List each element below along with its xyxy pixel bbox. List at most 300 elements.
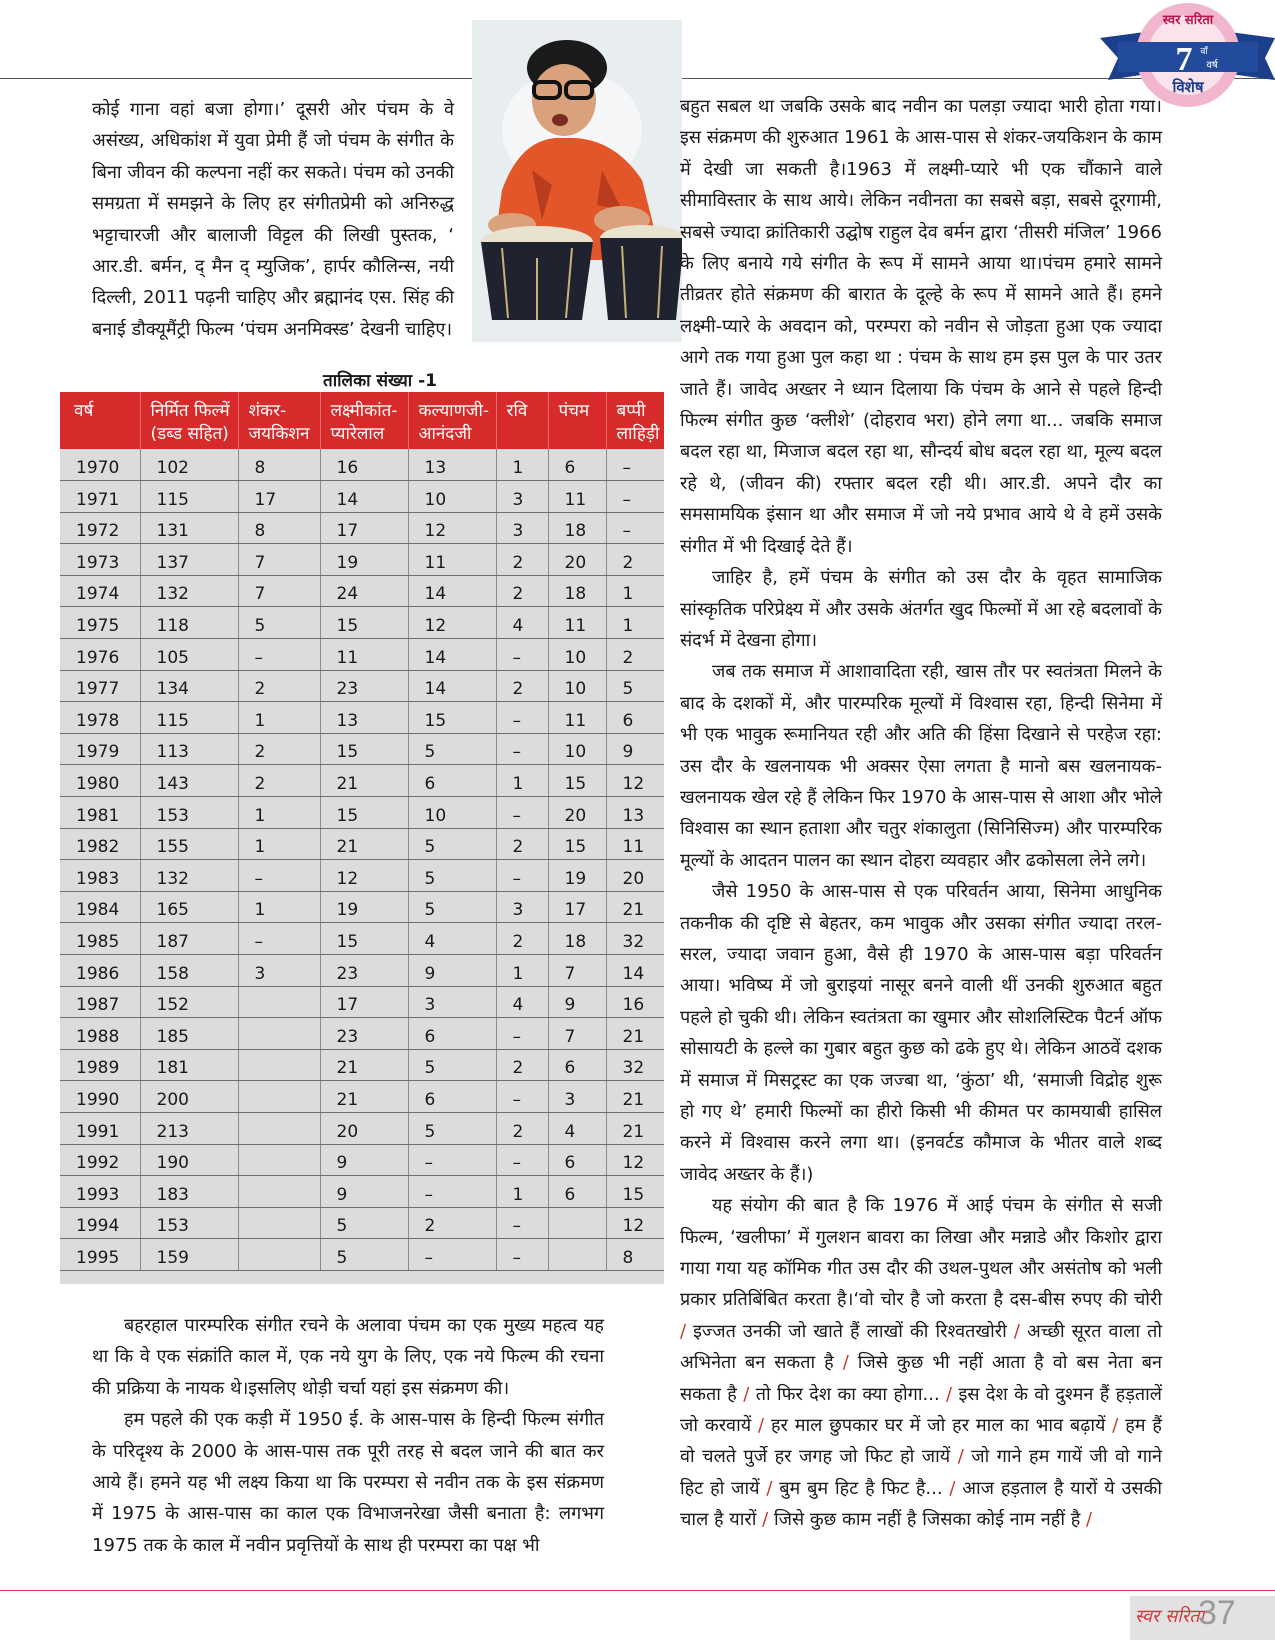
table-cell: – [238,923,320,955]
song-line: इज्जत उनकी जो खाते हैं लाखों की रिश्वतखोरी [693,1320,1007,1342]
table-row [60,512,664,544]
table-cell: 17 [238,481,320,513]
column-header [548,392,606,449]
table-cell: 14 [320,481,408,513]
table-cell: 11 [606,828,664,860]
table-cell: 9 [548,986,606,1018]
table-cell: 10 [408,797,496,829]
footer-rule [0,1590,1275,1591]
table-cell: – [496,1144,548,1176]
table-cell: 1995 [60,1239,140,1271]
table-cell: 10 [408,481,496,513]
table-cell: 2 [496,544,548,576]
table-cell: 13 [320,702,408,734]
table-cell: 18 [548,512,606,544]
table-cell [238,1176,320,1208]
table-cell: 24 [320,575,408,607]
table-cell: 7 [548,955,606,987]
column-header [140,392,238,449]
song-line-separator: / [756,1509,774,1531]
paragraph-change-1970: जैसे 1950 के आस-पास से एक परिवर्तन आया, सिनेमा आधुनिक तकनीक की दृष्टि से बेहतर, कम भावुक और उसका संगीत ज्यादा तरल-सरल, ज्यादा जवान हुआ, वैसे ही 1970 के आस-पास बड़ा परिवर्तन आया। भविष्य में जो बुराइयां नासूर बनने वाली थीं उनकी शुरुआत बहुत पहले हो चुकी थी। लेकिन स्वतंत्रता का खुमार और सोशलिस्टिक पैटर्न ऑफ सोसायटी के हल्ले का गुबार बहुत कुछ को ढके हुए थे। लेकिन आठवें दशक में समाज में मिसट्रस्ट का एक जज्बा था, ‘कुंठा’ थी, ‘समाजी विद्रोह शुरू हो गए थे’ हमारी फिल्मों का हीरो किसी भी कीमत पर कामयाबी हासिल करने में विश्वास करने लगा था। (इनवर्टड कौमाज के भीतर वाले शब्द जावेद अख्तर के हैं।) [680,881,1162,1185]
table-cell: 4 [548,1112,606,1144]
table-cell: 183 [140,1176,238,1208]
table-header-row [60,392,664,449]
song-line-separator: / [680,1320,694,1342]
table-cell: 19 [548,860,606,892]
table-cell: 1 [606,575,664,607]
table-cell: 1977 [60,670,140,702]
column-header-line: लक्ष्मीकांत- [330,401,398,421]
table-cell: 1970 [60,449,140,481]
table-cell: 102 [140,449,238,481]
table-cell: 6 [548,449,606,481]
table-cell: 20 [320,1112,408,1144]
table-row [60,449,664,481]
table-cell: 17 [320,512,408,544]
table-cell: 12 [408,607,496,639]
film-statistics-table [60,392,664,1271]
table-row [60,639,664,671]
column-header-line: पंचम [558,401,590,421]
paragraph-context: जाहिर है, हमें पंचम के संगीत को उस दौर के वृहत सामाजिक सांस्कृतिक परिप्रेक्ष्य में और उसके अंतर्गत खुद फिल्मों में आ रहे बदलावों के संदर्भ में देखना होगा। [680,567,1162,651]
table-cell: 12 [408,512,496,544]
badge-sup-text: वाँ [1200,47,1208,57]
table-cell: 1974 [60,575,140,607]
table-row [60,955,664,987]
table-cell: 3 [238,955,320,987]
paragraph-text: कोई गाना वहां बजा होगा।’ दूसरी ओर पंचम के वे असंख्य, अधिकांश में युवा प्रेमी हैं जो पंचम के संगीत के बिना जीवन की कल्पना नहीं कर सकते। पंचम को उनकी समग्रता में समझने के लिए हर संगीतप्रेमी को अनिरुद्ध भट्टाचारजी और बालाजी विट्टल की लिखी पुस्तक, ‘ आर.डी. बर्मन, द् मैन द् म्युजिक’, हार्पर कौलिन्स, नयी दिल्ली, 2011 पढ़नी चाहिए और ब्रह्मानंद एस. सिंह की बनाई डौक्यूमैंट्री फिल्म ‘पंचम अनमिक्स्ड’ देखनी चाहिए। [92,99,454,340]
table-cell: 10 [548,733,606,765]
table-cell: 1991 [60,1112,140,1144]
column-header-line: (डब्ड सहित) [150,424,229,444]
table-cell: 5 [408,891,496,923]
table-cell: 15 [548,828,606,860]
table-cell: 2 [496,923,548,955]
table-cell: 32 [606,1049,664,1081]
paragraph-continuation: बहुत सबल था जबकि उसके बाद नवीन का पलड़ा ज्यादा भारी होता गया। इस संक्रमण की शुरुआत 1961 के आस-पास से शंकर-जयकिशन के काम में देखी जा सकती है।1963 में लक्ष्मी-प्यारे भी एक चौंकाने वाले सीमाविस्तार के साथ आये। लेकिन नवीनता का सबसे बड़ा, सबसे दूरगामी, सबसे ज्यादा क्रांतिकारी उद्घोष राहुल देव बर्मन द्वारा ‘तीसरी मंजिल’ 1966 के लिए बनाये गये संगीत के रूप में सामने आया था।पंचम हमारे सामने तीव्रतर होते संक्रमण की बारात के दूल्हे के रूप में सामने आते हैं। हमने लक्ष्मी-प्यारे के अवदान को, परम्परा को नवीन से जोड़ता हुआ एक ज्यादा आगे तक गया हुआ पुल कहा था : पंचम के साथ हम इस पुल के पार उतर जाते हैं। जावेद अख्तर ने ध्यान दिलाया कि पंचम के आने से पहले हिन्दी फिल्म संगीत कुछ ‘क्लीशे’ (दोहराव भरा) होने लगा था... जबकि समाज बदल रहा था, मिजाज बदल रहा था, सौन्दर्य बोध बदल रहा था, मूल्य बदल रहे थे, (जीवन की) रफ्तार बदल रही थी। आर.डी. अपने दौर का समसामयिक इंसान था और समाज में जो नये प्रभाव आये थे वे हमें उसके संगीत में भी दिखाई देते हैं। [680,96,1162,557]
badge-num-text: 7 [1175,41,1193,78]
table-cell: 1988 [60,1018,140,1050]
table-cell: 1984 [60,891,140,923]
table-cell: 131 [140,512,238,544]
table-cell [238,1144,320,1176]
table-cell: – [496,702,548,734]
table-cell: 115 [140,481,238,513]
table-cell: 16 [606,986,664,1018]
column-header [408,392,496,449]
table-cell: 23 [320,670,408,702]
table-cell [238,1018,320,1050]
badge-unit-text: वर्ष [1206,60,1218,71]
table-cell: 6 [548,1049,606,1081]
table-cell: – [496,733,548,765]
right-column-text [680,91,1162,1536]
table-cell: – [408,1239,496,1271]
table-cell: 5 [408,1112,496,1144]
table-cell: 1994 [60,1207,140,1239]
table-row [60,797,664,829]
column-header [238,392,320,449]
table-cell: 1975 [60,607,140,639]
table-row [60,544,664,576]
table-cell: 1 [496,765,548,797]
column-header-line: शंकर- [248,401,287,421]
table-cell: 159 [140,1239,238,1271]
table-cell: 153 [140,1207,238,1239]
song-line-separator: / [1080,1509,1093,1531]
column-header-line: वर्ष [74,401,94,421]
table-cell: 3 [496,891,548,923]
column-header-line: कल्याणजी- [418,401,490,421]
table-row [60,828,664,860]
table-cell: 8 [238,512,320,544]
paragraph-khalifa-song [680,1190,1162,1535]
table-cell: 32 [606,923,664,955]
table-cell: 8 [606,1239,664,1271]
table-cell: 5 [238,607,320,639]
table-cell: 4 [496,607,548,639]
table-cell: 1 [496,955,548,987]
table-cell: 3 [496,512,548,544]
table-cell: 1978 [60,702,140,734]
table-cell [548,1207,606,1239]
table-cell: – [496,1081,548,1113]
table-cell: 14 [408,639,496,671]
left-bottom-text [92,1310,604,1561]
table-cell: 1976 [60,639,140,671]
song-line: तो फिर देश का क्या होगा... [755,1383,940,1405]
table-body [60,449,664,1270]
table-cell: 7 [548,1018,606,1050]
table-cell: 118 [140,607,238,639]
table-row [60,670,664,702]
table-row [60,765,664,797]
table-cell: 9 [408,955,496,987]
left-intro-paragraph [92,94,454,345]
table-cell: 152 [140,986,238,1018]
footer-magazine-name: स्वर सरिता [1135,1606,1205,1627]
table-cell: 14 [606,955,664,987]
song-line: हर माल छुपकार घर में जो हर माल का भाव बढ़ायें [770,1415,1106,1437]
table-cell: 1985 [60,923,140,955]
table-cell: – [606,481,664,513]
table-row [60,1049,664,1081]
table-cell: – [408,1144,496,1176]
table-cell: 1973 [60,544,140,576]
table-cell: 12 [606,1207,664,1239]
table-cell: 15 [320,797,408,829]
table-cell: 17 [320,986,408,1018]
song-line-separator: / [942,1477,963,1499]
table-cell: – [496,1207,548,1239]
table-cell: – [496,1018,548,1050]
table-cell: 23 [320,955,408,987]
table-row [60,481,664,513]
song-line-separator: / [736,1383,756,1405]
table-cell: 134 [140,670,238,702]
song-line-separator: / [759,1477,780,1499]
table-cell: – [496,860,548,892]
table-cell: 1 [238,891,320,923]
table-cell: 132 [140,575,238,607]
badge-top-text: स्वर सरिता [1162,13,1214,28]
table-cell: – [496,639,548,671]
table-cell: 2 [496,1112,548,1144]
table-cell: 6 [408,1081,496,1113]
table-cell: – [238,860,320,892]
table-cell: 158 [140,955,238,987]
song-line: इस देश के वो दुश्मन हैं हड़तालें जो करवायें [680,1383,1162,1437]
table-cell: 2 [238,733,320,765]
table-cell: 16 [320,449,408,481]
table-cell: 137 [140,544,238,576]
table-cell: 20 [606,860,664,892]
table-cell: 113 [140,733,238,765]
table-cell: 8 [238,449,320,481]
table-cell: 2 [496,575,548,607]
table-cell: 21 [320,828,408,860]
column-header [60,392,140,449]
table-cell: 2 [496,1049,548,1081]
column-header-line: लाहिड़ी [616,424,660,444]
table-cell [238,1239,320,1271]
table-cell: 11 [408,544,496,576]
table-row [60,733,664,765]
table-row [60,1207,664,1239]
table-cell: 2 [496,670,548,702]
table-cell: – [496,797,548,829]
table-cell: 21 [320,765,408,797]
table-cell: 10 [548,670,606,702]
table-cell: 20 [548,797,606,829]
paragraph-optimism: जब तक समाज में आशावादिता रही, खास तौर पर स्वतंत्रता मिलने के बाद के दशकों में, और पारम्परिक मूल्यों में विश्वास रहा, हिन्दी सिनेमा में भी एक भावुक रूमानियत रही और अति की हिंसा दिखाने से परहेज रहा: उस दौर के खलनायक भी अक्सर ऐसा लगता है मानो बस खलनायक-खलनायक खेल रहे हैं लेकिन फिर 1970 के आस-पास से आशा और भोले विश्वास का स्थान हताशा और चतुर शंकालुता (सिनिसिज्म) और पारम्परिक मूल्यों के आदतन पालन का स्थान दोहरा व्यवहार और ढकोसला लेने लगे। [680,661,1162,871]
table-cell: – [238,639,320,671]
table-cell: 11 [320,639,408,671]
song-line-separator: / [1006,1320,1027,1342]
column-header-line: बप्पी [616,401,646,421]
table-cell: 12 [606,765,664,797]
table-cell: 17 [548,891,606,923]
table-row [60,1018,664,1050]
table-cell: 3 [408,986,496,1018]
table-cell: 6 [408,765,496,797]
table-cell: 6 [408,1018,496,1050]
table-cell: 1987 [60,986,140,1018]
song-line-separator: / [833,1352,858,1374]
table-cell: 15 [320,733,408,765]
table-cell: 13 [606,797,664,829]
table-cell: 15 [548,765,606,797]
table-cell: 20 [548,544,606,576]
table-cell [548,1239,606,1271]
song-line-separator: / [751,1415,771,1437]
table-cell: 14 [408,575,496,607]
table-cell: 1 [238,702,320,734]
table-cell [238,1207,320,1239]
table-row [60,986,664,1018]
table-cell: 200 [140,1081,238,1113]
table-cell: 21 [606,1081,664,1113]
table-row [60,1144,664,1176]
song-line: अच्छी सूरत वाला तो अभिनेता बन सकता है [680,1320,1162,1374]
table-cell: – [606,512,664,544]
table-cell: 10 [548,639,606,671]
table-cell: 11 [548,702,606,734]
column-header-line: जयकिशन [248,424,310,444]
table-cell: 7 [238,544,320,576]
table-cell: 1990 [60,1081,140,1113]
column-header-line: निर्मित फिल्में [150,401,230,421]
table-caption: तालिका संख्या -1 [323,371,437,391]
table-cell: 181 [140,1049,238,1081]
table-cell: 155 [140,828,238,860]
table-row [60,607,664,639]
table-cell: 1986 [60,955,140,987]
table-cell: 12 [606,1144,664,1176]
table-cell: 6 [606,702,664,734]
table-cell: 5 [408,733,496,765]
table-cell: 5 [320,1239,408,1271]
table-cell: 2 [408,1207,496,1239]
table-row [60,1081,664,1113]
table-cell: 11 [548,607,606,639]
table-cell: 1 [606,607,664,639]
column-header-line: प्यारेलाल [330,424,385,444]
table-cell: 1971 [60,481,140,513]
table-cell: 9 [320,1144,408,1176]
table-cell: 1983 [60,860,140,892]
table-row [60,1239,664,1271]
table-row [60,1176,664,1208]
table-cell: 9 [606,733,664,765]
table-cell: 5 [408,1049,496,1081]
table-cell: 2 [606,639,664,671]
khalifa-intro: यह संयोग की बात है कि 1976 में आई पंचम के संगीत से सजी फिल्म, ‘खलीफा’ में गुलशन बावरा का लिखा और मन्नाडे और किशोर द्वारा गाया गया यह कॉमिक गीत उस दौर की उथल-पुथल और असंतोष को भली प्रकार प्रतिबिंबित करता है। [680,1195,1162,1311]
song-line: जिसे कुछ भी नहीं आता है वो बस नेता बन सकता है [680,1352,1162,1405]
table-cell: – [606,449,664,481]
table-cell: 3 [496,481,548,513]
table-row [60,702,664,734]
table-row [60,923,664,955]
song-line: जिसे कुछ काम नहीं है जिसका कोई नाम नहीं है [773,1509,1081,1531]
table-cell: 1972 [60,512,140,544]
song-line-separator: / [950,1446,972,1468]
table-cell: 5 [408,860,496,892]
table-cell: 19 [320,544,408,576]
table-cell: 1980 [60,765,140,797]
table-cell: 21 [320,1081,408,1113]
table-cell: 18 [548,575,606,607]
table-cell: 19 [320,891,408,923]
table-cell: 4 [408,923,496,955]
table-cell: 18 [548,923,606,955]
table-cell: 1989 [60,1049,140,1081]
page-number: 37 [1198,1594,1236,1632]
table-cell: 5 [320,1207,408,1239]
table-cell: 15 [408,702,496,734]
table-row [60,860,664,892]
table-cell: 21 [320,1049,408,1081]
table-cell: 21 [606,891,664,923]
column-header [320,392,408,449]
table-row [60,1112,664,1144]
column-header [496,392,548,449]
table-cell: 13 [408,449,496,481]
paragraph-history: हम पहले की एक कड़ी में 1950 ई. के आस-पास के हिन्दी फिल्म संगीत के परिदृश्य के 2000 के आस-पास तक पूरी तरह से बदल जाने की बात कर आये हैं। हमने यह भी लक्ष्य किया था कि परम्परा से नवीन तक के इस संक्रमण में 1975 के आस-पास का काल एक विभाजनरेखा जैसी बनाता है: लगभग 1975 तक के काल में नवीन प्रवृत्तियों के साथ ही परम्परा का पक्ष भी [92,1409,604,1556]
table-cell: 2 [238,765,320,797]
table-row [60,891,664,923]
table-cell: 1 [496,1176,548,1208]
photo-rd-burman-drums [472,20,682,342]
table-cell: 5 [408,828,496,860]
table-cell: 1 [238,828,320,860]
table-cell [238,1049,320,1081]
table-cell: 132 [140,860,238,892]
song-line: हम हैं वो चलते पुर्जे हर जगह जो फिट हो जायें [680,1415,1162,1468]
song-line: बुम बुम हिट है फिट है... [779,1477,943,1499]
table-cell: 21 [606,1112,664,1144]
table-cell: 5 [606,670,664,702]
table-cell: 15 [606,1176,664,1208]
column-header-line: रवि [506,401,528,421]
table-cell: 9 [320,1176,408,1208]
song-line: ‘वो चोर है जो करता है दस-बीस रुपए की चोरी [853,1289,1162,1311]
table-cell [238,1112,320,1144]
table-cell: 165 [140,891,238,923]
table-cell: 143 [140,765,238,797]
table-cell: 6 [548,1144,606,1176]
table-cell: 185 [140,1018,238,1050]
table-cell: 6 [548,1176,606,1208]
table-cell: 1 [238,797,320,829]
badge-bottom-text: विशेष [1172,78,1204,96]
table-cell: 105 [140,639,238,671]
table-cell: 1979 [60,733,140,765]
table-cell [238,1081,320,1113]
table-cell: 7 [238,575,320,607]
table-cell: – [408,1176,496,1208]
table-cell: 115 [140,702,238,734]
column-header [606,392,664,449]
table-cell: 3 [548,1081,606,1113]
table-cell: 4 [496,986,548,1018]
table-cell: 15 [320,923,408,955]
song-line-separator: / [1105,1415,1126,1437]
song-line: आज हड़ताल है यारों ये उसकी चाल है यारों [680,1477,1162,1531]
table-cell: 1982 [60,828,140,860]
table-cell: 1992 [60,1144,140,1176]
table-cell: 190 [140,1144,238,1176]
table-cell: 23 [320,1018,408,1050]
column-header-line: आनंदजी [418,424,472,444]
table-cell: 1981 [60,797,140,829]
table-cell: 1 [496,449,548,481]
film-statistics-table-panel [60,392,664,1284]
table-cell: 2 [606,544,664,576]
table-cell: 15 [320,607,408,639]
table-cell: 2 [496,828,548,860]
table-cell: 11 [548,481,606,513]
table-cell: 187 [140,923,238,955]
table-row [60,575,664,607]
song-line-separator: / [939,1383,959,1405]
table-cell: 2 [238,670,320,702]
table-cell: 153 [140,797,238,829]
song-lyrics [680,1289,1162,1530]
paragraph-transition: बहरहाल पारम्परिक संगीत रचने के अलावा पंचम का एक मुख्य महत्व यह था कि वे एक संक्रांति काल में, एक नये युग के लिए, एक नये फिल्म की रचना की प्रक्रिया के नायक थे।इसलिए थोड़ी चर्चा यहां इस संक्रमण की। [92,1315,604,1399]
table-cell: 14 [408,670,496,702]
table-cell: 1993 [60,1176,140,1208]
